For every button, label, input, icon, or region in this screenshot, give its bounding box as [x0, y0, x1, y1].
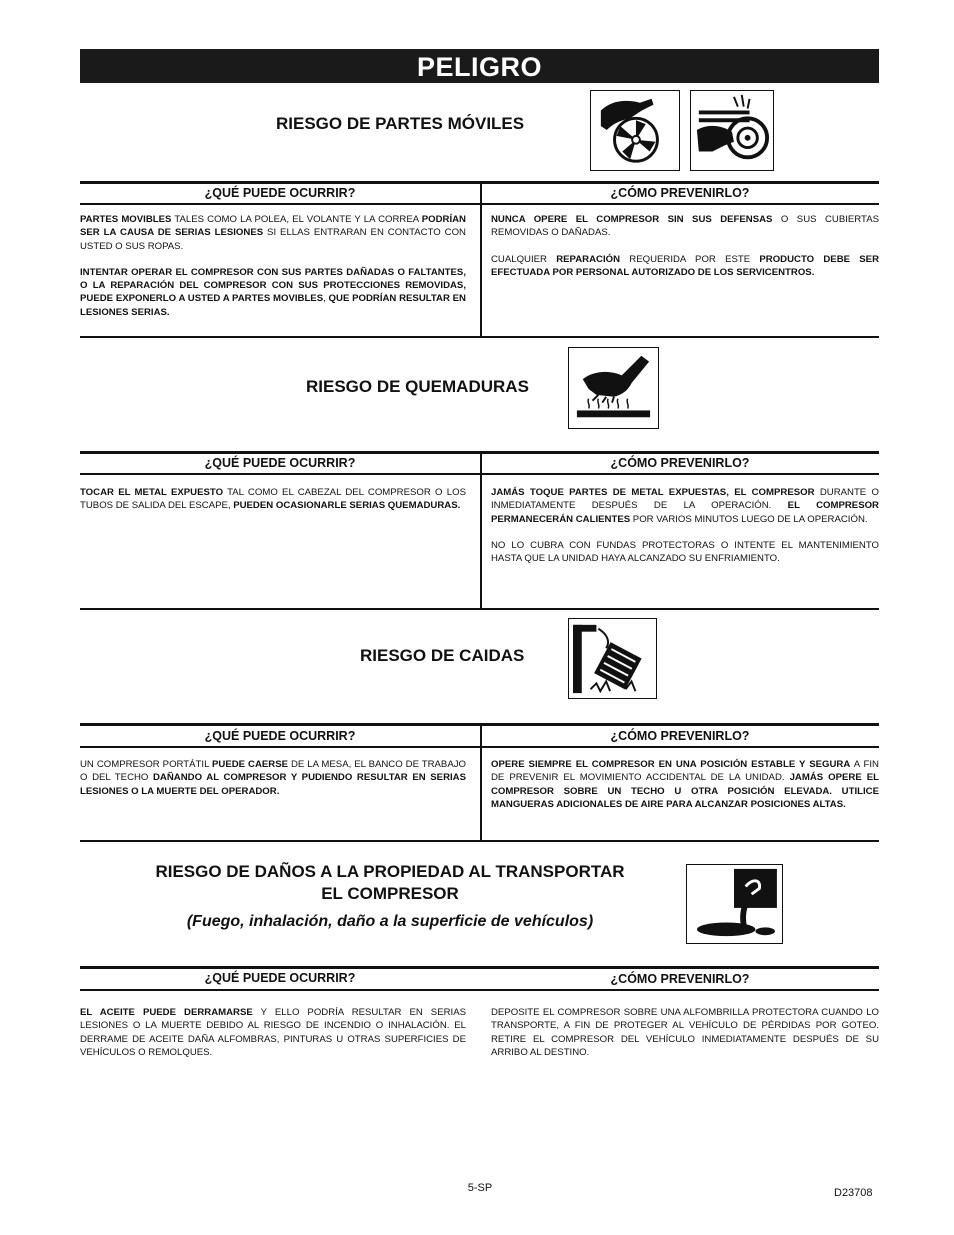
- banner-title: PELIGRO: [416, 52, 542, 82]
- cell-how: [491, 1006, 879, 1072]
- bold-text: JAMÁS TOQUE PARTES DE METAL EXPUESTAS, EL COMPRESOR: [491, 487, 815, 498]
- text: DEPOSITE EL COMPRESOR SOBRE UNA ALFOMBRILLA PROTECTORA CUANDO LO TRANSPORTE, A FIN DE PROTEGER AL VEHÍCULO DE PÉRDIDAS POR GOTEO. RETIRE EL COMPRESOR DEL VEHÍCULO INMEDIATAMENTE DESPUÉS DE SU ARRIBO AL DESTINO.: [491, 1007, 879, 1058]
- section-title-line1: RIESGO DE DAÑOS A LA PROPIEDAD AL TRANSPORTAR: [155, 862, 625, 881]
- text: CUALQUIER: [491, 253, 557, 265]
- text: ,: [323, 293, 329, 305]
- table-column-divider: [480, 452, 482, 609]
- cell-what: [80, 486, 466, 526]
- text: REQUERIDA POR ESTE: [620, 253, 760, 265]
- paragraph: [491, 1006, 879, 1059]
- cell-how: [491, 758, 879, 824]
- col-header-what: ¿QUÉ PUEDE OCURRIR?: [204, 186, 356, 200]
- col-header-what: ¿QUÉ PUEDE OCURRIR?: [204, 971, 356, 985]
- cell-how: [491, 486, 879, 578]
- falling-object-icon: [568, 618, 657, 699]
- bold-text: PUEDE CAERSE: [212, 759, 289, 770]
- bold-text: PRODUCTO DEBE SER EFECTUADA POR PERSONAL AUTORIZADO DE LOS SERVICENTROS.: [491, 253, 879, 278]
- paragraph: [491, 213, 879, 240]
- section-title-transport: [110, 861, 670, 905]
- cell-what: [80, 758, 466, 811]
- belt-pulley-hazard-icon: [690, 90, 774, 171]
- table-column-divider: [480, 182, 482, 337]
- text: TALES COMO LA POLEA, EL VOLANTE Y LA CORREA: [171, 214, 422, 225]
- bold-text: OPERE SIEMPRE EL COMPRESOR EN UNA POSICIÓN ESTABLE Y SEGURA: [491, 759, 851, 770]
- text: A FIN DE PREVENIR EL MOVIMIENTO ACCIDENTAL DE LA UNIDAD.: [491, 759, 879, 784]
- bold-text: QUE PODRÍAN RESULTAR EN LESIONES SERIAS.: [80, 293, 466, 318]
- text: Y ELLO PODRÍA RESULTAR EN SERIAS LESIONES O LA MUERTE DEBIDO AL RIESGO DE INCENDIO O INHALACIÓN. EL DERRAME DE ACEITE DAÑA ALFOMBRAS, PINTURAS U OTRAS SUPERFICIES DE VEHÍCULOS O REMOLQUES.: [80, 1007, 466, 1058]
- paragraph: [80, 1006, 466, 1059]
- text: UN COMPRESOR PORTÁTIL: [80, 759, 213, 770]
- paragraph: [491, 758, 879, 811]
- hot-surface-hand-icon: [568, 347, 659, 429]
- cell-what: [80, 1006, 466, 1072]
- paragraph: [80, 758, 466, 798]
- col-header-what: ¿QUÉ PUEDE OCURRIR?: [204, 729, 356, 743]
- table-bottom-rule: [80, 840, 879, 842]
- paragraph: [491, 253, 879, 280]
- col-header-how: ¿CÓMO PREVENIRLO?: [610, 972, 750, 986]
- bold-text: PARTES MOVIBLES: [80, 214, 172, 225]
- text: DE LA MESA, EL BANCO DE TRABAJO O DEL TECHO: [80, 759, 466, 784]
- document-id: D23708: [834, 1187, 873, 1199]
- danger-banner: [80, 49, 879, 83]
- paragraph: [80, 213, 466, 253]
- col-header-what: ¿QUÉ PUEDE OCURRIR?: [204, 456, 356, 470]
- paragraph: [491, 486, 879, 526]
- col-header-how: ¿CÓMO PREVENIRLO?: [610, 186, 750, 200]
- section-title-burns: RIESGO DE QUEMADURAS: [306, 377, 529, 396]
- bold-text: NUNCA OPERE EL COMPRESOR SIN SUS DEFENSAS: [491, 214, 773, 225]
- bold-text: JAMÁS OPERE EL COMPRESOR SOBRE UN TECHO U OTRA POSICIÓN ELEVADA. UTILICE MANGUERAS ADICIONALES DE AIRE PARA ALCANZAR POSICIONES ALTAS.: [491, 772, 879, 810]
- bold-text: EL COMPRESOR PERMANECERÁN CALIENTES: [491, 500, 879, 525]
- bold-text: REPARACIÓN: [556, 253, 621, 265]
- text: DURANTE O INMEDIATAMENTE DESPUÉS DE LA OPERACIÓN.: [491, 487, 879, 512]
- bold-text: PUEDEN OCASIONARLE SERIAS QUEMADURAS.: [233, 500, 461, 512]
- paragraph: [80, 486, 466, 513]
- table-column-divider: [480, 724, 482, 841]
- text: TAL COMO EL CABEZAL DEL COMPRESOR O LOS TUBOS DE SALIDA DEL ESCAPE,: [80, 487, 466, 512]
- col-header-how: ¿CÓMO PREVENIRLO?: [610, 456, 750, 470]
- text: SI ELLAS ENTRARAN EN CONTACTO CON USTED O SUS ROPAS.: [80, 227, 466, 252]
- text: O SUS CUBIERTAS REMOVIDAS O DAÑADAS.: [491, 214, 879, 239]
- paragraph: [491, 539, 879, 566]
- bold-text: PODRÍAN SER LA CAUSA DE SERIAS LESIONES: [80, 214, 466, 239]
- cell-how: [491, 213, 879, 292]
- text: POR VARIOS MINUTOS LUEGO DE LA OPERACIÓN.: [630, 513, 868, 525]
- paragraph: [80, 266, 466, 319]
- section-subtitle-transport: (Fuego, inhalación, daño a la superficie de vehículos): [186, 913, 594, 930]
- section-title-moving-parts: RIESGO DE PARTES MÓVILES: [276, 114, 525, 133]
- page-number: 5-SP: [467, 1182, 493, 1194]
- hand-fan-hazard-icon: [590, 90, 680, 171]
- text: NO LO CUBRA CON FUNDAS PROTECTORAS O INTENTE EL MANTENIMIENTO HASTA QUE LA UNIDAD HAYA ALCANZADO SU ENFRIAMIENTO.: [491, 539, 879, 565]
- cell-what: [80, 213, 466, 332]
- bold-text: DAÑANDO AL COMPRESOR Y PUDIENDO RESULTAR EN SERIAS LESIONES O LA MUERTE DEL OPERADOR.: [80, 772, 466, 797]
- oil-spill-icon: [686, 864, 783, 944]
- section-title-falls: RIESGO DE CAIDAS: [360, 646, 525, 665]
- col-header-how: ¿CÓMO PREVENIRLO?: [610, 729, 750, 743]
- table-header-rule: [80, 989, 879, 991]
- bold-text: INTENTAR OPERAR EL COMPRESOR CON SUS PARTES DAÑADAS O FALTANTES, O LA REPARACIÓN DEL COMPRESOR CON SUS PROTECCIONES REMOVIDAS, PUEDE EXPONERLO A USTED A PARTES MOVIBLES: [80, 266, 466, 305]
- section-title-line2: EL COMPRESOR: [321, 884, 459, 903]
- bold-text: TOCAR EL METAL EXPUESTO: [80, 487, 224, 498]
- table-top-rule: [80, 966, 879, 969]
- table-bottom-rule: [80, 608, 879, 610]
- table-bottom-rule: [80, 336, 879, 338]
- bold-text: EL ACEITE PUEDE DERRAMARSE: [80, 1007, 253, 1018]
